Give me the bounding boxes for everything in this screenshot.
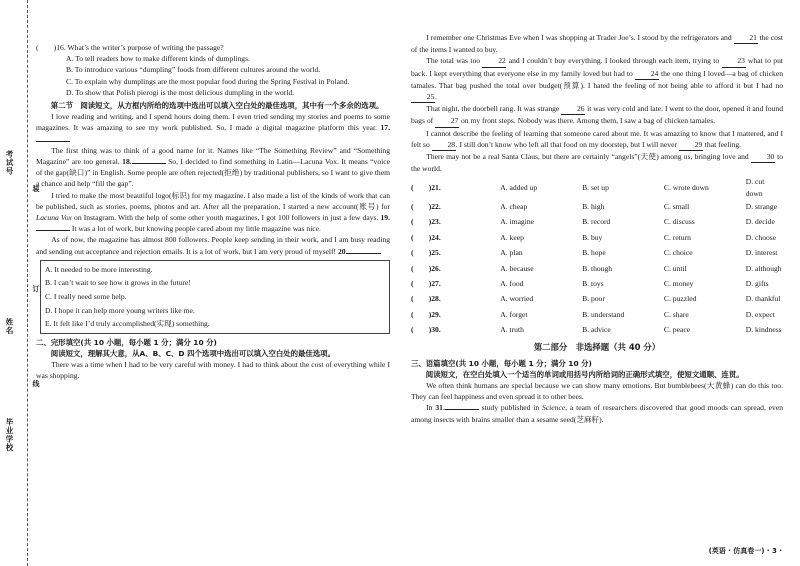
option-a[interactable]: A. plan	[500, 248, 523, 258]
cloze-option-row	[411, 199, 783, 214]
cloze-option-row	[411, 307, 783, 322]
blank-17: 17.	[380, 123, 390, 133]
option-d[interactable]: D. decide	[745, 217, 775, 227]
blank-19: 19.	[380, 213, 390, 223]
passage-paragraph: I love reading and writing, and I spend hours doing them. I even tried sending my stories and poems to some magazines. It was amazing to see my work published. So, I made a digital magazine platform this year. 17.	[36, 111, 390, 145]
question-number: ( )27.	[411, 278, 441, 288]
answer-blank[interactable]	[445, 409, 479, 410]
blank-28[interactable]: 28	[432, 139, 456, 151]
option-d[interactable]: D. kindness	[745, 325, 782, 335]
option-b[interactable]: B. poor	[582, 294, 605, 304]
passage-paragraph: As of now, the magazine has almost 800 followers. People keep sending in their work, and I am busy reading and sending out acceptance and rejection emails. It is a lot of work, but I am very proud of myself! 20.	[36, 235, 390, 256]
cloze-option-row	[411, 176, 783, 198]
box-option-a: A. It needed to be more interesting.	[45, 264, 153, 274]
name-label: 姓名	[5, 318, 14, 335]
question-number: ( )26.	[411, 263, 441, 273]
option-c[interactable]: C. wrote down	[663, 183, 709, 193]
cloze-option-row	[411, 214, 783, 229]
q16-option-d: D. To show that Polish pierogi is the most delicious dumpling in the world.	[66, 87, 295, 97]
section3-paragraph: In 31. study published in Science, a team of researchers discovered that good moods can spread, even among insects with brains smaller than a sesame seed(芝麻籽).	[411, 403, 783, 424]
option-c[interactable]: C. discuss	[663, 217, 695, 227]
option-b[interactable]: B. high	[582, 201, 605, 211]
option-a[interactable]: A. added up	[500, 183, 538, 193]
option-b[interactable]: B. toys	[582, 278, 604, 288]
box-option-d: D. I hope it can help more young writers like me.	[45, 305, 195, 315]
left-column	[36, 42, 390, 382]
question-number: ( )30.	[411, 325, 441, 335]
blank-26[interactable]: 26	[561, 103, 585, 115]
question-number: ( )25.	[411, 248, 441, 258]
section3-instruction: 阅读短文，在空白处填入一个适当的单词或用括号内所给词的正确形式填空，使短文通顺、连贯。	[425, 369, 744, 379]
option-b[interactable]: B. buy	[582, 232, 603, 242]
option-b[interactable]: B. understand	[582, 309, 625, 319]
option-b[interactable]: B. though	[582, 263, 613, 273]
answer-blank[interactable]	[36, 141, 70, 142]
cloze-option-row	[411, 291, 783, 306]
passage-paragraph: I tried to make the most beautiful logo(标识) for my magazine. I also made a list of the kinds of work that can be published, such as stories, poems, photos and art. After all the preparation, I started a new account(账号) for Lacuna Vox on Instagram. With the help of some other youth magazines, I got 100 followers in just a few days. 19. It was a lot of work, but knowing people cared about my little magazine was nice.	[36, 190, 390, 234]
options-box	[40, 260, 390, 334]
box-option-c: C. I really need some help.	[45, 292, 127, 302]
right-column	[411, 32, 783, 425]
cloze-option-row	[411, 260, 783, 275]
section3-heading: 三、语篇填空(共 10 小题，每小题 1 分；满分 10 分)	[411, 358, 592, 368]
option-a[interactable]: A. worried	[500, 294, 534, 304]
option-c[interactable]: C. return	[663, 232, 691, 242]
question-number: ( )21.	[411, 183, 441, 193]
question-number: ( )28.	[411, 294, 441, 304]
option-d[interactable]: D. expect	[745, 309, 775, 319]
option-b[interactable]: B. set up	[582, 183, 609, 193]
passage-paragraph: The first thing was to think of a good name for it. Names like “The Something Review” and “Something Magazine” are too general. 18. So, I decided to find something in Latin—Lacuna Vox. It means “voice of the gap(缺口)” in English. Some people are often rejected(拒绝) by traditional publishers, so I want to give them a chance and help “fill the gap”.	[36, 145, 391, 189]
question-number: ( )23.	[411, 217, 441, 227]
q16-option-b: B. To introduce various “dumpling” foods from different cultures around the world.	[66, 65, 321, 75]
option-d[interactable]: D. although	[745, 263, 782, 273]
section3-paragraph: We often think humans are special because we can show many emotions. But bumblebees(大黄蜂) can do this too. They can feel happiness and even spread it to other bees.	[411, 380, 783, 402]
blank-25[interactable]: 25	[411, 91, 435, 103]
option-b[interactable]: B. hope	[582, 248, 606, 258]
cloze-instruction: 阅读短文，理解其大意，从A、B、C、D 四个选项中选出可以填入空白处的最佳选项。	[50, 349, 335, 359]
option-a[interactable]: A. keep	[500, 232, 524, 242]
blank-24[interactable]: 24	[635, 68, 659, 80]
blank-22[interactable]: 22	[482, 55, 506, 67]
cloze-paragraph: I cannot describe the feeling of learning that someone cared about me. It was amazing to know that I mattered, and I felt so 28. I still don’t know who left all that food on my doorstep, but I will never 29 that feeling.	[411, 128, 783, 151]
blank-21[interactable]: 21	[734, 32, 758, 44]
cut-mark: 线	[32, 380, 40, 387]
box-option-e: E. It felt like I’d truly accomplished(实现) something.	[45, 319, 210, 329]
blank-29[interactable]: 29	[679, 139, 703, 151]
cloze-paragraph: I remember one Christmas Eve when I was shopping at Trader Joe’s. I stood by the refrigerators and 21 the cost of the items I wanted to buy.	[411, 33, 783, 55]
option-c[interactable]: C. choice	[663, 248, 693, 258]
option-c[interactable]: C. small	[663, 201, 690, 211]
option-b[interactable]: B. record	[582, 217, 611, 227]
blank-20: 20.	[337, 246, 348, 256]
answer-blank[interactable]	[36, 230, 70, 231]
cloze-paragraph: There may not be a real Santa Claus, but there are certainly “angels”(天使) among us, bringing love and 30 to the world.	[411, 152, 783, 174]
blank-18: 18.	[122, 157, 132, 167]
option-a[interactable]: A. because	[500, 263, 534, 273]
option-c[interactable]: C. share	[663, 309, 689, 319]
blank-31: 31.	[435, 403, 445, 413]
cut-mark: 装	[32, 185, 40, 192]
cloze-paragraph: That night, the doorbell rang. It was strange 26 it was very cold and late. I went to the door, opened it and found bags of 27 on my front steps. Nobody was there. Among them, I saw a bag of chicken tamales.	[411, 103, 783, 127]
cloze-heading: 二、完形填空(共 10 小题，每小题 1 分；满分 10 分)	[36, 337, 217, 347]
option-d[interactable]: D. gifts	[745, 278, 769, 288]
exam-number-label: 考试号	[5, 150, 14, 176]
section2-heading: 第二节 阅读短文，从方框内所给的选项中选出可以填入空白处的最佳选项，其中有一个多余的选项。	[50, 101, 384, 111]
cloze-option-row	[411, 245, 783, 260]
q16-option-a: A. To tell readers how to make different kinds of dumplings.	[66, 54, 250, 64]
cut-line	[27, 0, 28, 566]
option-d[interactable]: D. cut down	[745, 177, 765, 198]
part2-heading: 第二部分 非选择题（共 40 分）	[533, 342, 661, 353]
box-option-b: B. I can’t wait to see how it grows in the future!	[45, 278, 191, 288]
question-number: ( )29.	[411, 309, 441, 319]
question-number: ( )24.	[411, 232, 441, 242]
cloze-paragraph: The total was too 22 and I couldn’t buy everything. I looked through each item, trying to 23 what to put back. I kept everything that everyone else in my family loved but had to 24 the one thing I loved—a bag of chicken tamales. That bag pushed the total over budget(预算). I hated the feeling of not being able to afford it but I had no 25.	[411, 55, 783, 103]
cloze-intro: There was a time when I had to be very careful with money. I had to think about the cost of everything while I was shopping.	[36, 360, 390, 381]
option-a[interactable]: A. cheap	[500, 201, 528, 211]
option-a[interactable]: A. forget	[500, 309, 528, 319]
option-a[interactable]: A. truth	[500, 325, 524, 335]
option-d[interactable]: D. interest	[745, 248, 778, 258]
option-a[interactable]: A. imagine	[500, 217, 535, 227]
option-a[interactable]: A. food	[500, 278, 524, 288]
page-footer: (英语 · 仿真卷一) · 3 ·	[708, 547, 782, 555]
option-b[interactable]: B. advice	[582, 325, 611, 335]
option-c[interactable]: C. peace	[663, 325, 691, 335]
option-d[interactable]: D. strange	[745, 201, 777, 211]
q16-option-c: C. To explain why dumplings are the most popular food during the Spring Festival in Poland.	[66, 76, 350, 86]
blank-23[interactable]: 23	[722, 55, 746, 67]
option-d[interactable]: D. thankful	[745, 294, 781, 304]
binding-margin	[0, 0, 40, 566]
option-c[interactable]: C. money	[663, 278, 694, 288]
option-c[interactable]: C. until	[663, 263, 687, 273]
cut-mark: 订	[32, 285, 40, 292]
answer-blank[interactable]	[132, 163, 166, 164]
answer-blank[interactable]	[347, 253, 381, 254]
school-label: 毕业学校	[5, 418, 14, 452]
cloze-option-row	[411, 230, 783, 245]
blank-30[interactable]: 30	[751, 151, 775, 163]
option-d[interactable]: D. choose	[745, 232, 777, 242]
option-c[interactable]: C. puzzled	[663, 294, 697, 304]
blank-27[interactable]: 27	[435, 115, 459, 127]
cloze-option-row	[411, 276, 783, 291]
cloze-options-table	[411, 176, 783, 337]
question-number: ( )22.	[411, 201, 441, 211]
question-16-stem: ( )16. What’s the writer’s purpose of writing the passage?	[36, 43, 224, 52]
cloze-option-row	[411, 322, 783, 337]
